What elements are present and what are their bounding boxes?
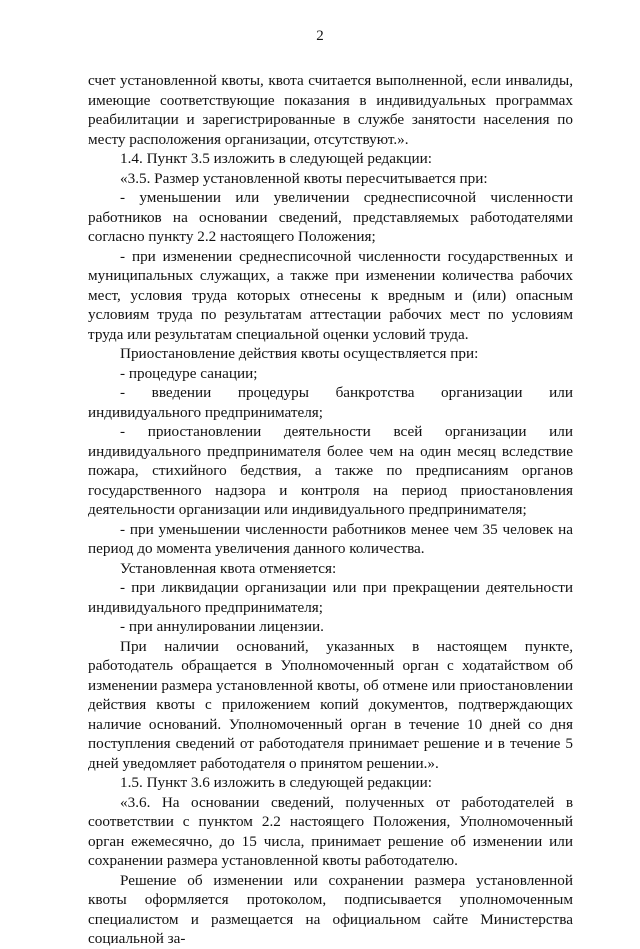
paragraph: Решение об изменении или сохранении размера установленной квоты оформляется протоколом, подписывается уполномоченным специалистом и размещается на официальном сайте Министерства социальной за- [88, 871, 573, 947]
paragraph: 1.5. Пункт 3.6 изложить в следующей редакции: [120, 774, 433, 791]
page-number: 2 [316, 28, 324, 44]
paragraph: - при уменьшении численности работников менее чем 35 человек на период до момента увеличения данного количества. [88, 520, 573, 557]
paragraph: - при изменении среднесписочной численности государственных и муниципальных служащих, а также при изменении количества рабочих мест, условия труда которых отнесены к вредным и (или) опасным условиям труда по результатам аттестации рабочих мест по условиям труда или результатам специальной оценки условий труда. [88, 247, 573, 343]
paragraph: Приостановление действия квоты осуществляется при: [120, 345, 479, 362]
paragraph: Установленная квота отменяется: [120, 559, 337, 577]
paragraph: - процедуре санации; [120, 364, 258, 382]
paragraph: 1.4. Пункт 3.5 изложить в следующей редакции: [120, 150, 433, 167]
paragraph: - при ликвидации организации или при прекращении деятельности индивидуального предпринимателя; [88, 579, 573, 616]
paragraph: счет установленной квоты, квота считается выполненной, если инвалиды, имеющие соответствующие показания в индивидуальных программах реабилитации и зарегистрированные в службе занятости населения по месту расположения организации, отсутствуют.». [88, 72, 573, 148]
paragraph: - введении процедуры банкротства организации или индивидуального предпринимателя; [88, 384, 573, 421]
document-body [88, 71, 573, 949]
paragraph: - при аннулировании лицензии. [120, 618, 324, 635]
paragraph: - уменьшении или увеличении среднесписочной численности работников на основании сведений, представляемых работодателями согласно пункту 2.2 настоящего Положения; [88, 189, 573, 245]
paragraph: При наличии оснований, указанных в настоящем пункте, работодатель обращается в Уполномоченный орган с ходатайством об изменении размера установленной квоты, об отмене или приостановлении действия квоты с приложением копий документов, подтверждающих наличие оснований. Уполномоченный орган в течение 10 дней со дня поступления сведений от работодателя принимает решение и в течение 5 дней уведомляет работодателя о принятом решении.». [88, 637, 573, 772]
paragraph: - приостановлении деятельности всей организации или индивидуального предпринимателя более чем на один месяц вследствие пожара, стихийного бедствия, а также по предписаниям органов государственного надзора и контроля на период приостановления деятельности организации или индивидуального предпринимателя; [88, 423, 573, 518]
paragraph: «3.6. На основании сведений, полученных от работодателей в соответствии с пунктом 2.2 настоящего Положения, Уполномоченный орган ежемесячно, до 15 числа, принимает решение об изменении или сохранении размера установленной квоты работодателю. [88, 793, 573, 869]
paragraph: «3.5. Размер установленной квоты пересчитывается при: [120, 169, 488, 187]
